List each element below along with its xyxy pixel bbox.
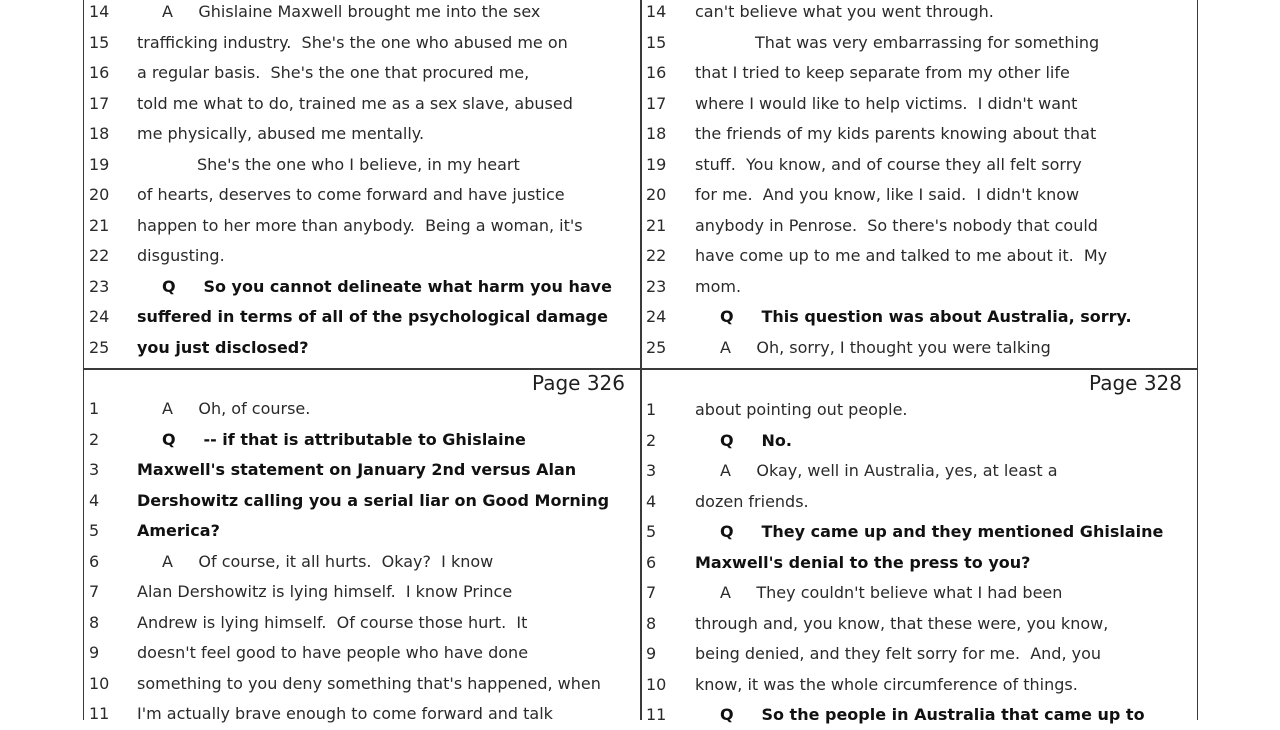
transcript-line: through and, you know, that these were, you know, (695, 613, 1109, 633)
transcript-line: something to you deny something that's happened, when (137, 673, 601, 693)
transcript-line: A They couldn't believe what I had been (720, 583, 1063, 602)
transcript-line: That was very embarrassing for something (755, 32, 1100, 52)
line-number: 17 (646, 93, 667, 113)
line-number: 10 (89, 673, 110, 693)
line-number: 15 (646, 32, 667, 52)
line-number: 24 (89, 307, 110, 326)
line-number: 18 (89, 124, 110, 143)
transcript-line: trafficking industry. She's the one who abused me on (137, 32, 568, 52)
transcript-line: the friends of my kids parents knowing about that (695, 124, 1097, 143)
transcript-line: for me. And you know, like I said. I didn't know (695, 185, 1080, 204)
transcript-line: suffered in terms of all of the psychological damage (137, 307, 608, 326)
page-label-right: Page 328 (1089, 371, 1182, 395)
transcript-line: Alan Dershowitz is lying himself. I know Prince (137, 582, 513, 601)
line-number: 4 (646, 491, 657, 511)
line-number: 5 (646, 522, 657, 541)
line-number: 23 (646, 276, 667, 296)
transcript-line: I'm actually brave enough to come forward and talk (137, 704, 553, 723)
page-label-left: Page 326 (532, 371, 625, 395)
line-number: 25 (646, 337, 667, 357)
line-number: 1 (89, 399, 100, 418)
transcript-line: She's the one who I believe, in my heart (197, 154, 520, 174)
line-number: 16 (646, 63, 667, 82)
line-number: 10 (646, 674, 667, 694)
line-number: 5 (89, 521, 100, 540)
transcript-line: Q This question was about Australia, sorry. (720, 307, 1132, 326)
page-divider (83, 368, 1198, 370)
transcript-line: America? (137, 521, 220, 540)
transcript-line: of hearts, deserves to come forward and have justice (137, 185, 565, 204)
line-number: 9 (646, 644, 657, 663)
line-number: 7 (89, 582, 100, 601)
transcript-line: Q So the people in Australia that came up to (720, 705, 1145, 724)
line-number: 3 (646, 461, 657, 480)
transcript-line: Andrew is lying himself. Of course those hurt. It (137, 612, 528, 632)
line-number: 2 (89, 429, 100, 449)
transcript-line: A Of course, it all hurts. Okay? I know (162, 551, 494, 571)
transcript-line: Q They came up and they mentioned Ghislaine (720, 522, 1164, 541)
line-number: 8 (89, 612, 100, 632)
line-number: 8 (646, 613, 657, 633)
transcript-line: can't believe what you went through. (695, 2, 994, 21)
line-number: 23 (89, 276, 110, 296)
line-number: 3 (89, 460, 100, 479)
transcript-line: mom. (695, 276, 742, 296)
line-number: 21 (89, 215, 110, 235)
line-number: 11 (89, 704, 110, 723)
transcript-line: Q -- if that is attributable to Ghislaine (162, 429, 526, 449)
transcript-line: told me what to do, trained me as a sex slave, abused (137, 93, 573, 113)
transcript-line: A Ghislaine Maxwell brought me into the sex (162, 2, 541, 21)
transcript-line: Maxwell's statement on January 2nd versus Alan (137, 460, 577, 479)
column-divider (640, 0, 642, 720)
transcript-line: A Okay, well in Australia, yes, at least a (720, 461, 1058, 480)
transcript-line: happen to her more than anybody. Being a woman, it's (137, 215, 583, 235)
transcript-line: Maxwell's denial to the press to you? (695, 552, 1031, 572)
transcript-line: stuff. You know, and of course they all felt sorry (695, 154, 1082, 174)
line-number: 2 (646, 430, 657, 450)
line-number: 17 (89, 93, 110, 113)
transcript-line: disgusting. (137, 246, 225, 265)
transcript-line: you just disclosed? (137, 337, 309, 357)
transcript-line: have come up to me and talked to me about it. My (695, 246, 1108, 265)
transcript-line: me physically, abused me mentally. (137, 124, 425, 143)
line-number: 14 (89, 2, 110, 21)
transcript-line: where I would like to help victims. I didn't want (695, 93, 1078, 113)
transcript-line: being denied, and they felt sorry for me. And, you (695, 644, 1102, 663)
transcript-line: doesn't feel good to have people who have done (137, 643, 529, 662)
line-number: 6 (89, 551, 100, 571)
line-number: 22 (646, 246, 667, 265)
line-number: 24 (646, 307, 667, 326)
line-number: 14 (646, 2, 667, 21)
transcript-line: A Oh, sorry, I thought you were talking (720, 337, 1051, 357)
line-number: 21 (646, 215, 667, 235)
line-number: 11 (646, 705, 667, 724)
transcript-line: Dershowitz calling you a serial liar on Good Morning (137, 490, 610, 510)
line-number: 7 (646, 583, 657, 602)
line-number: 19 (646, 154, 667, 174)
transcript-line: that I tried to keep separate from my other life (695, 63, 1070, 82)
line-number: 4 (89, 490, 100, 510)
line-number: 25 (89, 337, 110, 357)
transcript-line: A Oh, of course. (162, 399, 311, 418)
transcript-line: Q No. (720, 430, 792, 450)
line-number: 16 (89, 63, 110, 82)
line-number: 18 (646, 124, 667, 143)
transcript-line: about pointing out people. (695, 400, 908, 419)
transcript-line: know, it was the whole circumference of things. (695, 674, 1078, 694)
line-number: 20 (646, 185, 667, 204)
line-number: 20 (89, 185, 110, 204)
line-number: 1 (646, 400, 657, 419)
line-number: 15 (89, 32, 110, 52)
transcript-line: a regular basis. She's the one that procured me, (137, 63, 530, 82)
transcript-line: anybody in Penrose. So there's nobody that could (695, 215, 1098, 235)
line-number: 22 (89, 246, 110, 265)
line-number: 6 (646, 552, 657, 572)
transcript-line: dozen friends. (695, 491, 809, 511)
transcript-line: Q So you cannot delineate what harm you have (162, 276, 612, 296)
line-number: 9 (89, 643, 100, 662)
line-number: 19 (89, 154, 110, 174)
